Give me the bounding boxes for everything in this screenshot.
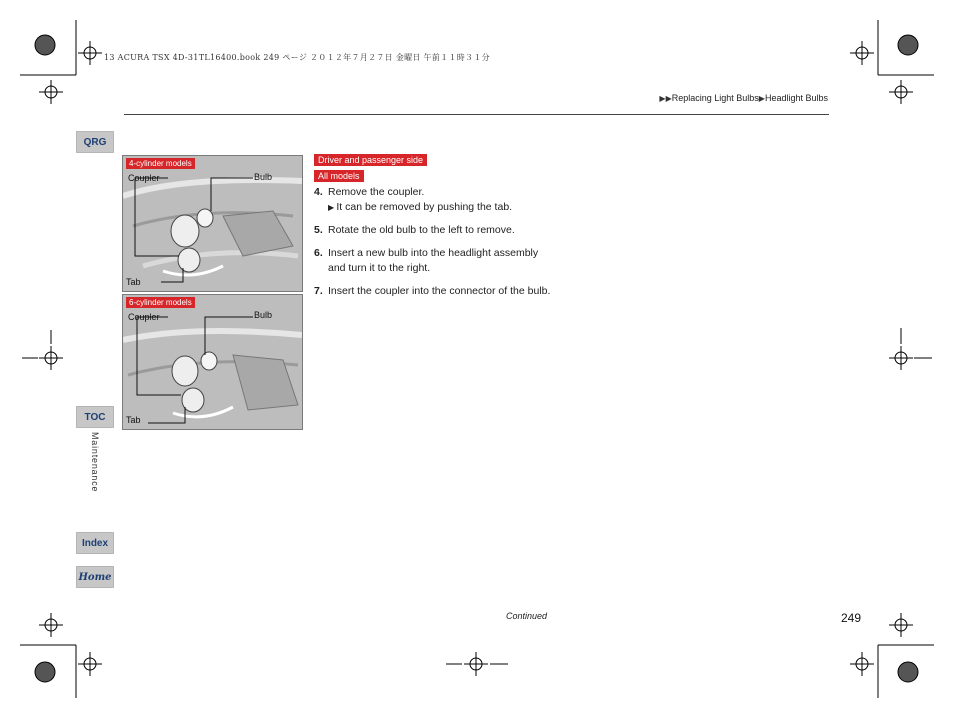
tab-label: Tab: [126, 415, 141, 425]
section-label: Maintenance: [90, 432, 100, 493]
step-number: 4.: [314, 186, 323, 198]
step-number: 6.: [314, 247, 323, 259]
continued-note: Continued: [506, 611, 548, 621]
header-rule: [124, 114, 829, 115]
toc-button[interactable]: TOC: [76, 406, 114, 428]
side-tag: Driver and passenger side: [314, 154, 427, 166]
models-tag: All models: [314, 170, 364, 182]
step-7: [314, 284, 554, 299]
figure-tag: 4-cylinder models: [126, 158, 195, 169]
breadcrumb-level2[interactable]: Headlight Bulbs: [764, 93, 828, 103]
coupler-label: Coupler: [128, 312, 160, 322]
step-text: Remove the coupler.: [328, 186, 425, 198]
qrg-button[interactable]: QRG: [76, 131, 114, 153]
right-arrow-icon: ▶: [758, 94, 765, 103]
tab-label: Tab: [126, 277, 141, 287]
figure-4-cylinder: [122, 155, 303, 292]
index-button[interactable]: Index: [76, 532, 114, 554]
coupler-label: Coupler: [128, 173, 160, 183]
step-subnote: ▶ It can be removed by pushing the tab.: [328, 201, 513, 213]
print-file-info: 13 ACURA TSX 4D-31TL16400.book 249 ページ ２０１２年７月２７日 金曜日 午前１１時３１分: [104, 53, 490, 62]
double-right-arrow-icon: ▶▶: [659, 94, 672, 103]
bulb-label: Bulb: [254, 310, 273, 320]
step-5: [314, 223, 554, 238]
step-text: Insert the coupler into the connector of the bulb.: [328, 285, 551, 297]
step-4: [314, 185, 554, 215]
step-text: Rotate the old bulb to the left to remove.: [328, 224, 515, 236]
instruction-steps: [314, 185, 554, 307]
home-button[interactable]: Home: [76, 566, 114, 588]
step-number: 5.: [314, 224, 323, 236]
page-number: 249: [841, 611, 862, 625]
breadcrumb-level1[interactable]: Replacing Light Bulbs: [671, 93, 759, 103]
bulb-label: Bulb: [254, 172, 273, 182]
breadcrumb: [659, 93, 828, 103]
figure-6-cylinder: [122, 294, 303, 430]
step-number: 7.: [314, 285, 323, 297]
step-text: Insert a new bulb into the headlight assembly and turn it to the right.: [328, 247, 539, 274]
right-arrow-icon: ▶: [328, 203, 337, 212]
figure-tag: 6-cylinder models: [126, 297, 195, 308]
step-6: [314, 246, 554, 276]
